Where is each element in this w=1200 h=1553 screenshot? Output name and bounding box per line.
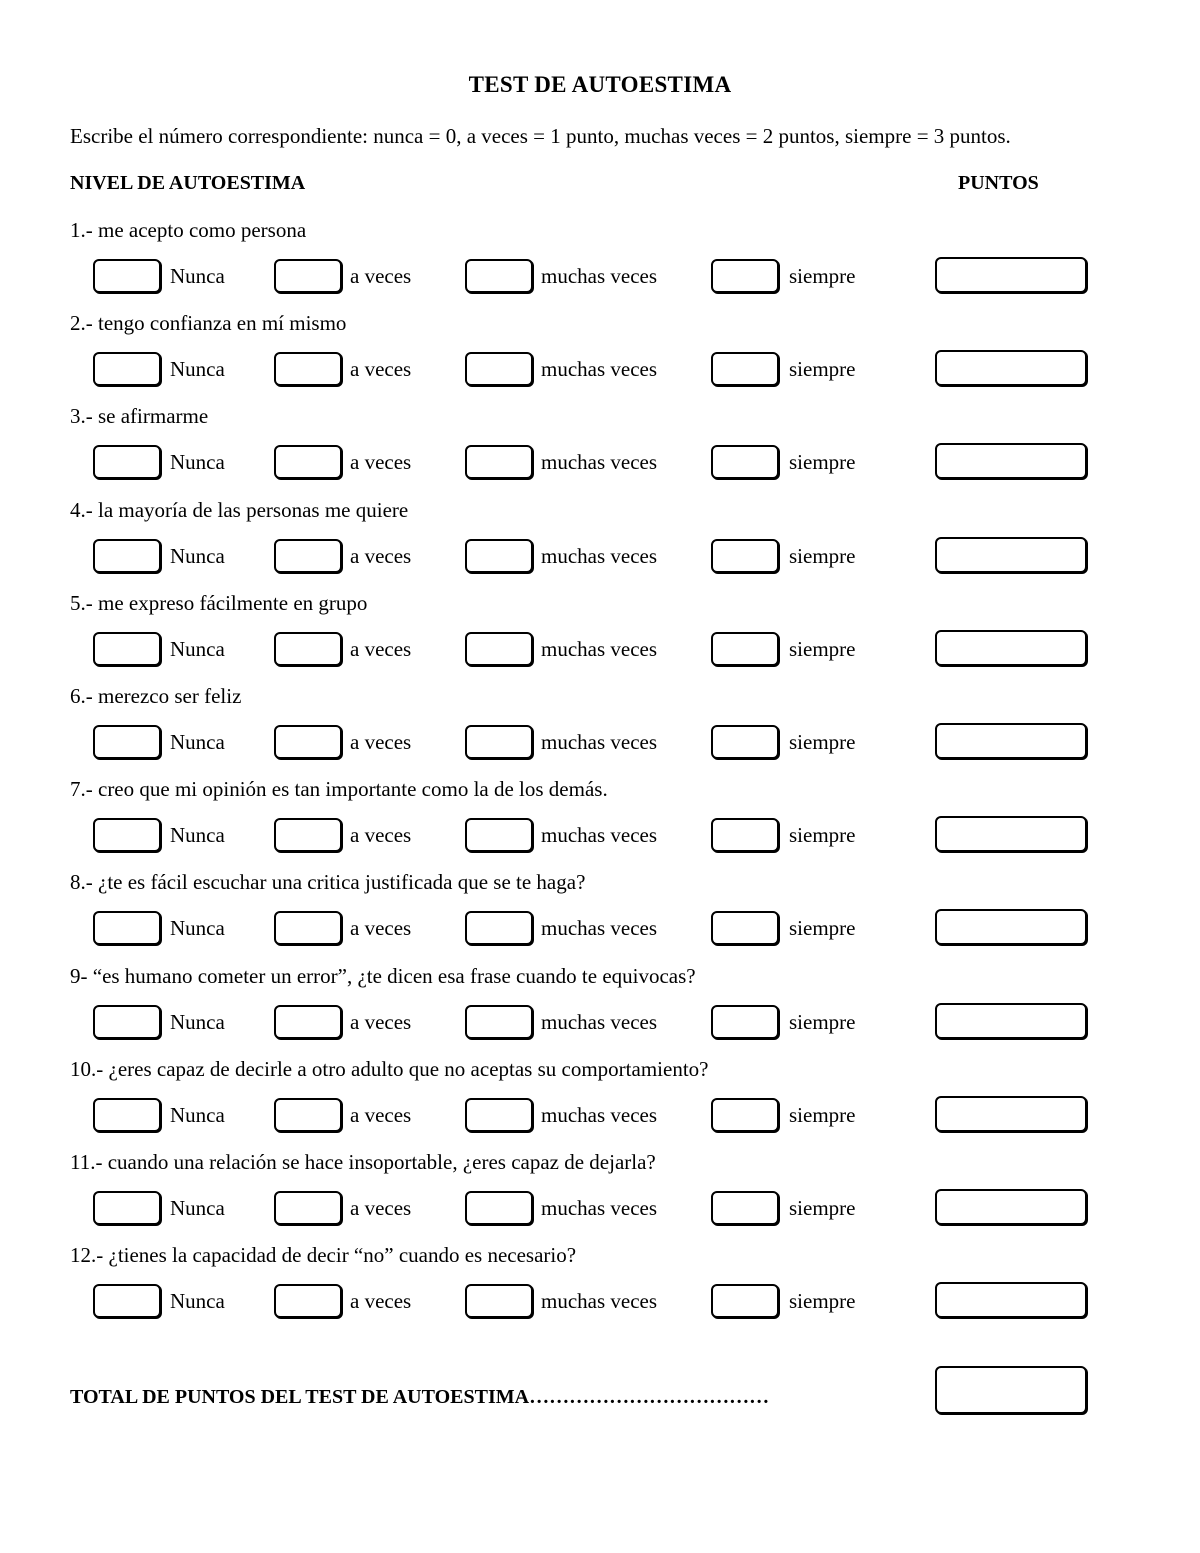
option-box-nunca[interactable] <box>93 911 161 945</box>
option-box-muchas-veces[interactable] <box>465 632 533 666</box>
option-label-a-veces: a veces <box>350 264 412 288</box>
question-text: 2.- tengo confianza en mí mismo <box>70 311 347 336</box>
option-box-a-veces[interactable] <box>274 445 342 479</box>
option-label-a-veces: a veces <box>350 636 412 661</box>
question-text: 4.- la mayoría de las personas me quiere <box>70 497 409 522</box>
option-box-muchas-veces[interactable] <box>465 1191 533 1225</box>
option-box-nunca[interactable] <box>93 539 161 573</box>
option-box-a-veces[interactable] <box>274 352 342 386</box>
points-box[interactable] <box>935 1003 1087 1039</box>
option-box-nunca[interactable] <box>93 725 161 759</box>
total-label: TOTAL DE PUNTOS DEL TEST DE AUTOESTIMA……………………………… <box>70 1386 770 1408</box>
option-label-muchas-veces: muchas veces <box>541 1102 658 1127</box>
option-label-muchas-veces: muchas veces <box>541 1289 658 1314</box>
question-text: 5.- me expreso fácilmente en grupo <box>70 590 368 615</box>
option-box-siempre[interactable] <box>711 1005 779 1039</box>
option-box-siempre[interactable] <box>711 1191 779 1225</box>
option-box-a-veces[interactable] <box>274 539 342 573</box>
option-box-nunca[interactable] <box>93 445 161 479</box>
option-label-siempre: siempre <box>789 823 856 848</box>
option-label-a-veces: a veces <box>350 730 412 754</box>
option-label-siempre: siempre <box>789 1009 856 1034</box>
option-box-muchas-veces[interactable] <box>465 1098 533 1132</box>
option-label-a-veces: a veces <box>350 916 412 941</box>
option-label-a-veces: a veces <box>350 1196 412 1220</box>
option-box-siempre[interactable] <box>711 911 779 945</box>
option-box-a-veces[interactable] <box>274 1191 342 1225</box>
points-header: PUNTOS <box>958 172 1039 194</box>
option-box-siempre[interactable] <box>711 445 779 479</box>
option-label-nunca: Nunca <box>170 916 225 941</box>
option-label-nunca: Nunca <box>170 357 225 382</box>
option-box-a-veces[interactable] <box>274 725 342 759</box>
option-label-muchas-veces: muchas veces <box>541 916 658 941</box>
option-box-muchas-veces[interactable] <box>465 352 533 386</box>
option-box-nunca[interactable] <box>93 818 161 852</box>
question-text: 7.- creo que mi opinión es tan importante como la de los demás. <box>70 777 608 802</box>
points-box[interactable] <box>935 537 1087 573</box>
option-label-nunca: Nunca <box>170 730 225 754</box>
points-box[interactable] <box>935 630 1087 666</box>
option-label-muchas-veces: muchas veces <box>541 636 658 661</box>
total-points-box[interactable] <box>935 1366 1087 1414</box>
option-label-siempre: siempre <box>789 543 856 568</box>
option-box-siempre[interactable] <box>711 1284 779 1318</box>
points-box[interactable] <box>935 1096 1087 1132</box>
option-label-muchas-veces: muchas veces <box>541 450 658 475</box>
question-text: 11.- cuando una relación se hace insoportable, ¿eres capaz de dejarla? <box>70 1150 656 1174</box>
option-label-nunca: Nunca <box>170 543 225 568</box>
option-label-nunca: Nunca <box>170 1009 225 1034</box>
question-text: 6.- merezco ser feliz <box>70 684 242 708</box>
option-label-siempre: siempre <box>789 636 856 661</box>
option-label-nunca: Nunca <box>170 1196 225 1220</box>
option-label-nunca: Nunca <box>170 636 225 661</box>
question-text: 10.- ¿eres capaz de decirle a otro adulto que no aceptas su comportamiento? <box>70 1056 709 1081</box>
option-box-siempre[interactable] <box>711 539 779 573</box>
option-box-a-veces[interactable] <box>274 632 342 666</box>
option-label-muchas-veces: muchas veces <box>541 823 658 848</box>
option-box-nunca[interactable] <box>93 352 161 386</box>
option-box-siempre[interactable] <box>711 352 779 386</box>
question-text: 12.- ¿tienes la capacidad de decir “no” cuando es necesario? <box>70 1243 577 1268</box>
option-label-muchas-veces: muchas veces <box>541 357 658 382</box>
option-label-a-veces: a veces <box>350 357 412 382</box>
option-label-siempre: siempre <box>789 450 856 475</box>
question-text: 9- “es humano cometer un error”, ¿te dicen esa frase cuando te equivocas? <box>70 963 696 988</box>
question-text: 3.- se afirmarme <box>70 404 209 429</box>
option-box-muchas-veces[interactable] <box>465 445 533 479</box>
option-label-muchas-veces: muchas veces <box>541 264 658 288</box>
option-box-a-veces[interactable] <box>274 1098 342 1132</box>
option-box-a-veces[interactable] <box>274 911 342 945</box>
option-label-a-veces: a veces <box>350 450 412 475</box>
option-label-nunca: Nunca <box>170 823 225 848</box>
option-label-muchas-veces: muchas veces <box>541 543 658 568</box>
option-box-siempre[interactable] <box>711 632 779 666</box>
option-box-nunca[interactable] <box>93 259 161 293</box>
option-box-muchas-veces[interactable] <box>465 725 533 759</box>
option-label-siempre: siempre <box>789 1289 856 1314</box>
option-box-nunca[interactable] <box>93 1098 161 1132</box>
option-label-siempre: siempre <box>789 1196 856 1220</box>
option-label-a-veces: a veces <box>350 543 412 568</box>
points-box[interactable] <box>935 350 1087 386</box>
points-box[interactable] <box>935 723 1087 759</box>
option-box-nunca[interactable] <box>93 1284 161 1318</box>
question-text: 8.- ¿te es fácil escuchar una critica justificada que se te haga? <box>70 870 586 895</box>
option-box-a-veces[interactable] <box>274 259 342 293</box>
option-label-a-veces: a veces <box>350 1009 412 1034</box>
points-box[interactable] <box>935 909 1087 945</box>
level-header: NIVEL DE AUTOESTIMA <box>70 172 306 194</box>
option-box-muchas-veces[interactable] <box>465 539 533 573</box>
option-box-muchas-veces[interactable] <box>465 1284 533 1318</box>
option-label-a-veces: a veces <box>350 1102 412 1127</box>
option-box-muchas-veces[interactable] <box>465 818 533 852</box>
instructions: Escribe el número correspondiente: nunca = 0, a veces = 1 punto, muchas veces = 2 puntos, siempre = 3 puntos. <box>70 124 1011 148</box>
option-box-siempre[interactable] <box>711 259 779 293</box>
option-box-muchas-veces[interactable] <box>465 911 533 945</box>
option-box-siempre[interactable] <box>711 1098 779 1132</box>
option-box-a-veces[interactable] <box>274 1284 342 1318</box>
option-box-nunca[interactable] <box>93 1191 161 1225</box>
option-label-nunca: Nunca <box>170 450 225 475</box>
points-box[interactable] <box>935 816 1087 852</box>
points-box[interactable] <box>935 1282 1087 1318</box>
option-box-siempre[interactable] <box>711 818 779 852</box>
points-box[interactable] <box>935 1189 1087 1225</box>
option-box-a-veces[interactable] <box>274 818 342 852</box>
option-label-muchas-veces: muchas veces <box>541 1009 658 1034</box>
option-label-a-veces: a veces <box>350 823 412 848</box>
option-label-a-veces: a veces <box>350 1289 412 1314</box>
option-label-nunca: Nunca <box>170 264 225 288</box>
option-box-nunca[interactable] <box>93 1005 161 1039</box>
option-label-siempre: siempre <box>789 730 856 754</box>
page-title: TEST DE AUTOESTIMA <box>468 72 732 97</box>
option-box-muchas-veces[interactable] <box>465 1005 533 1039</box>
question-text: 1.- me acepto como persona <box>70 218 307 242</box>
points-box[interactable] <box>935 443 1087 479</box>
option-label-siempre: siempre <box>789 357 856 382</box>
option-box-nunca[interactable] <box>93 632 161 666</box>
option-label-nunca: Nunca <box>170 1102 225 1127</box>
option-label-siempre: siempre <box>789 1102 856 1127</box>
option-label-muchas-veces: muchas veces <box>541 730 658 754</box>
option-label-siempre: siempre <box>789 916 856 941</box>
points-box[interactable] <box>935 257 1087 293</box>
option-box-siempre[interactable] <box>711 725 779 759</box>
option-label-muchas-veces: muchas veces <box>541 1196 658 1220</box>
option-label-nunca: Nunca <box>170 1289 225 1314</box>
option-label-siempre: siempre <box>789 264 856 288</box>
option-box-a-veces[interactable] <box>274 1005 342 1039</box>
option-box-muchas-veces[interactable] <box>465 259 533 293</box>
